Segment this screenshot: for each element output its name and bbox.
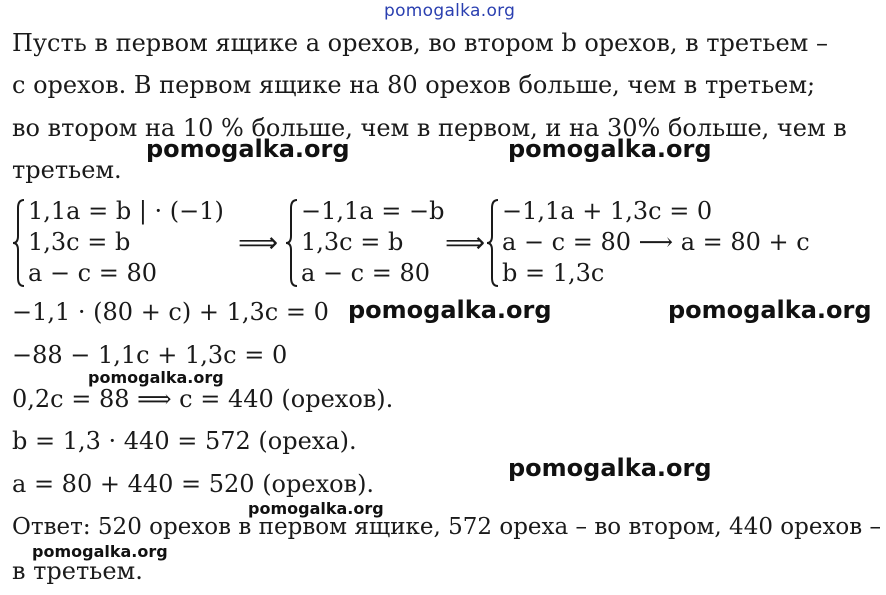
system-3-row-1: −1,1a + 1,3c = 0	[502, 197, 713, 225]
system-2-row-1: −1,1a = −b	[301, 197, 445, 225]
system-3-row-3: b = 1,3c	[502, 259, 605, 287]
watermark: pomogalka.org	[146, 135, 350, 163]
paragraph-line-3: во втором на 10 % больше, чем в первом, и на 30% больше, чем в	[12, 114, 847, 142]
system-3-row-2: a − c = 80 ⟶ a = 80 + c	[502, 228, 810, 256]
implies-arrow-1: ⟹	[238, 226, 279, 259]
watermark: pomogalka.org	[508, 454, 712, 482]
step-4: b = 1,3 · 440 = 572 (ореха).	[12, 427, 357, 455]
left-brace-icon	[285, 198, 299, 288]
implies-arrow-2: ⟹	[445, 226, 486, 259]
system-1-row-2: 1,3c = b	[28, 228, 131, 256]
system-1-row-1: 1,1a = b | · (−1)	[28, 197, 224, 225]
answer-line-2: в третьем.	[12, 557, 143, 585]
step-3: 0,2c = 88 ⟹ c = 440 (орехов).	[12, 385, 394, 413]
paragraph-line-1: Пусть в первом ящике a орехов, во втором b орехов, в третьем –	[12, 29, 828, 57]
watermark: pomogalka.org	[248, 499, 384, 518]
watermark: pomogalka.org	[668, 296, 872, 324]
paragraph-line-2: c орехов. В первом ящике на 80 орехов больше, чем в третьем;	[12, 71, 816, 99]
watermark: pomogalka.org	[32, 542, 168, 561]
watermark-top: pomogalka.org	[384, 1, 516, 21]
step-2: −88 − 1,1c + 1,3c = 0	[12, 341, 288, 369]
system-2-row-2: 1,3c = b	[301, 228, 404, 256]
paragraph-line-4: третьем.	[12, 156, 122, 184]
watermark: pomogalka.org	[508, 135, 712, 163]
step-1: −1,1 · (80 + c) + 1,3c = 0	[12, 298, 329, 326]
system-1-row-3: a − c = 80	[28, 259, 158, 287]
watermark: pomogalka.org	[348, 296, 552, 324]
left-brace-icon	[12, 198, 26, 288]
step-5: a = 80 + 440 = 520 (орехов).	[12, 470, 375, 498]
answer-line-1: Ответ: 520 орехов в первом ящике, 572 ореха – во втором, 440 орехов –	[12, 514, 882, 540]
system-2-row-3: a − c = 80	[301, 259, 431, 287]
left-brace-icon	[486, 198, 500, 288]
watermark: pomogalka.org	[88, 368, 224, 387]
